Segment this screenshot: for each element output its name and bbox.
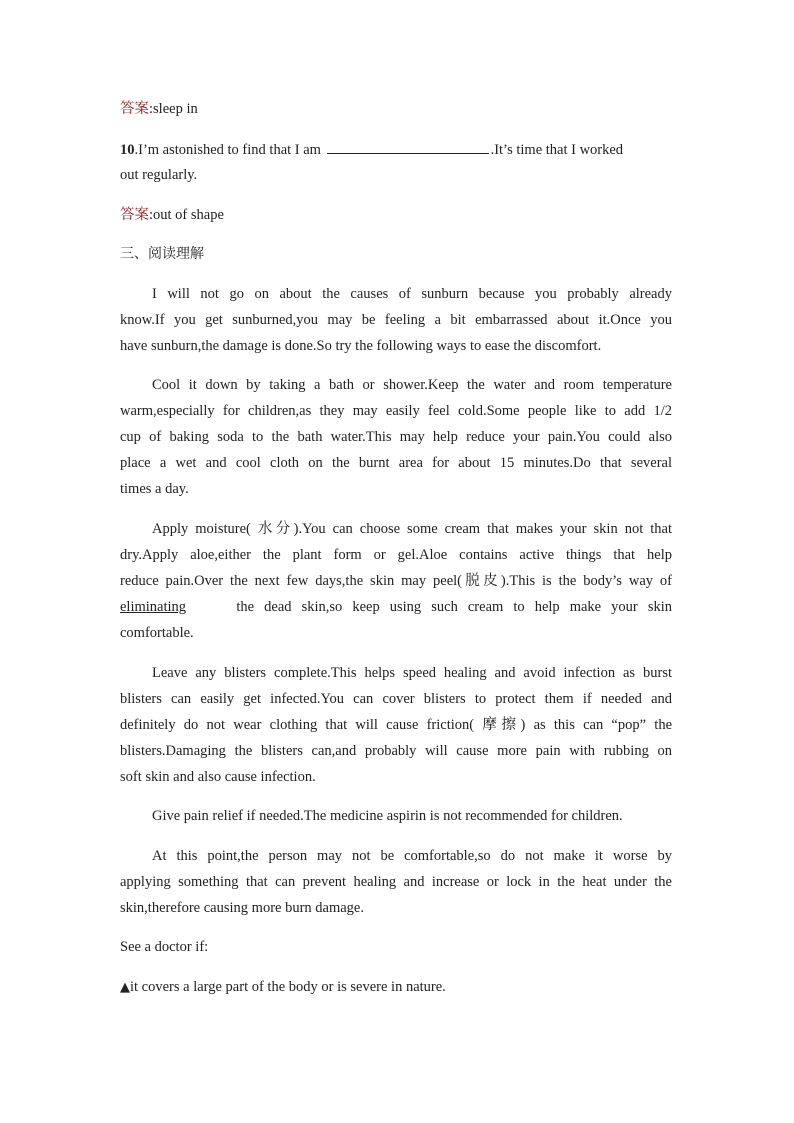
line-rest: the dead skin,so keep using such cream to help make your skin	[236, 599, 672, 615]
paragraph-line: reduce pain.Over the next few days,the skin may peel(脱皮).This is the body’s way of	[120, 573, 672, 589]
paragraph-line: dry.Apply aloe,either the plant form or gel.Aloe contains active things that help	[120, 547, 672, 563]
question-10-line2: out regularly.	[120, 167, 198, 183]
paragraph-line: applying something that can prevent healing and increase or lock in the heat under the	[120, 874, 672, 890]
paragraph-line	[120, 594, 672, 620]
paragraph-4	[120, 660, 672, 790]
paragraph-line: warm,especially for children,as they may easily feel cold.Some people like to add 1/2	[120, 403, 672, 419]
paragraph-line: I will not go on about the causes of sunburn because you probably already	[152, 286, 672, 302]
bullet-item	[120, 977, 446, 998]
question-text-before: .I’m astonished to find that I am	[134, 142, 321, 158]
paragraph-line: Give pain relief if needed.The medicine aspirin is not recommended for children.	[152, 808, 623, 824]
paragraph-line: Apply moisture( 水分).You can choose some cream that makes your skin not that	[152, 521, 672, 537]
paragraph-line: Cool it down by taking a bath or shower.Keep the water and room temperature	[152, 377, 672, 393]
paragraph-line: Leave any blisters complete.This helps speed healing and avoid infection as burst	[152, 665, 672, 681]
paragraph-line: have sunburn,the damage is done.So try the following ways to ease the discomfort.	[120, 338, 602, 354]
paragraph-line: comfortable.	[120, 625, 194, 641]
paragraph-line: skin,therefore causing more burn damage.	[120, 900, 364, 916]
paragraph-5	[120, 803, 672, 829]
answer-text: sleep in	[153, 101, 198, 117]
answer-9: 答案:sleep in	[120, 101, 198, 117]
paragraph-line: cup of baking soda to the bath water.This may help reduce your pain.You could also	[120, 429, 672, 445]
paragraph-6	[120, 843, 672, 921]
question-10	[120, 139, 623, 160]
paragraph-1	[120, 281, 672, 359]
paragraph-2	[120, 372, 672, 502]
paragraph-line: At this point,the person may not be comfortable,so do not make it worse by	[152, 848, 672, 864]
paragraph-line: soft skin and also cause infection.	[120, 769, 316, 785]
answer-label: 答案	[120, 101, 149, 117]
underlined-word: eliminating	[120, 599, 187, 615]
paragraph-line: know.If you get sunburned,you may be feeling a bit embarrassed about it.Once you	[120, 312, 672, 328]
paragraph-3	[120, 516, 672, 646]
question-number: 10	[120, 142, 135, 158]
see-doctor-heading: See a doctor if:	[120, 939, 209, 955]
answer-text: out of shape	[153, 207, 224, 223]
bullet-text: it covers a large part of the body or is severe in nature.	[130, 979, 446, 995]
answer-blank	[327, 139, 489, 154]
paragraph-line: blisters.Damaging the blisters can,and probably will cause more pain with rubbing on	[120, 743, 672, 759]
paragraph-line: definitely do not wear clothing that will cause friction( 摩擦) as this can “pop” the	[120, 717, 672, 733]
triangle-bullet-icon: ▲	[120, 980, 130, 995]
paragraph-line: times a day.	[120, 481, 189, 497]
question-text-after: .It’s time that I worked	[490, 142, 624, 158]
answer-label: 答案	[120, 207, 149, 223]
section-title: 三、阅读理解	[120, 246, 204, 262]
paragraph-line: place a wet and cool cloth on the burnt area for about 15 minutes.Do that several	[120, 455, 672, 471]
answer-10: 答案:out of shape	[120, 207, 224, 223]
paragraph-line: blisters can easily get infected.You can cover blisters to protect them if needed and	[120, 691, 672, 707]
